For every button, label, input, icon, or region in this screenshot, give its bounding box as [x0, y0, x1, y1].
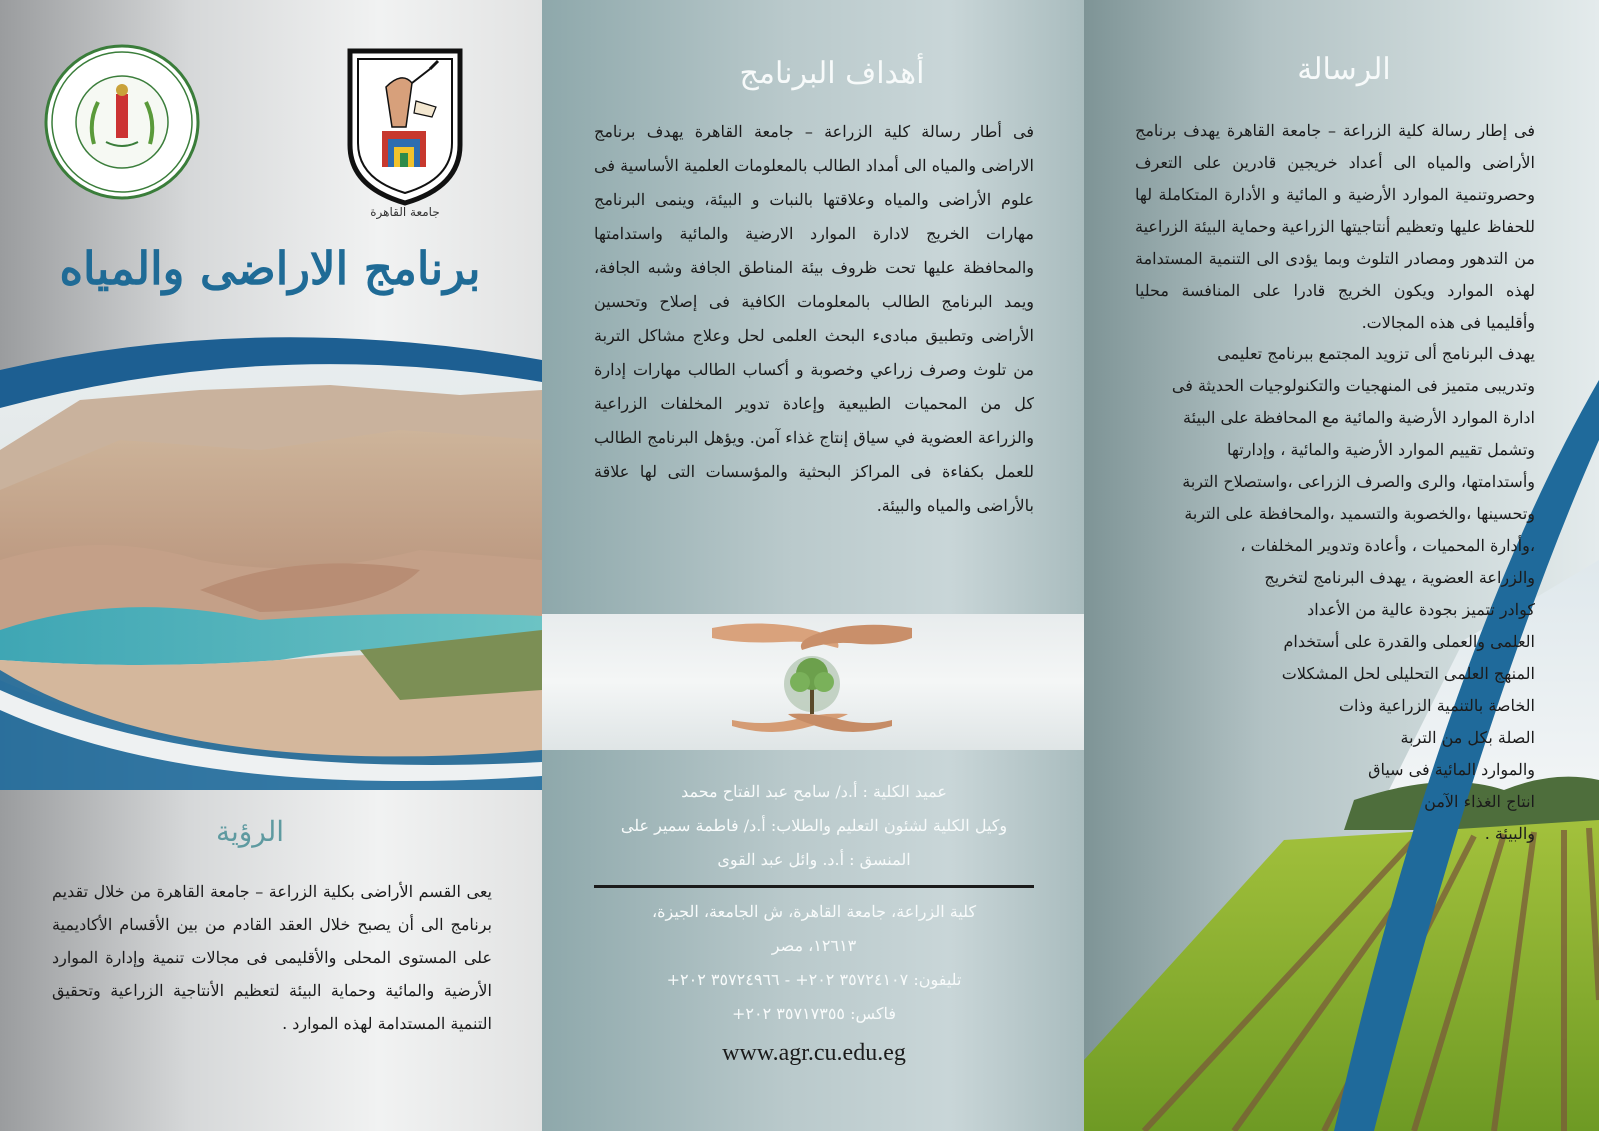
mission-line: والزراعة العضوية ، يهدف البرنامج لتخريج [1264, 568, 1535, 587]
fax-line: فاكس: ٣٥٧١٧٣٥٥ ٢٠٢+ [731, 1004, 897, 1023]
middle-panel [542, 0, 1084, 1131]
mission-goals-list [1135, 338, 1535, 850]
goals-text: فى أطار رسالة كلية الزراعة – جامعة القاهرة يهدف برنامج الاراضى والمياه الى أمداد الطالب بالمعلومات العلمية الأساسية فى علوم الأراضى والمياه وعلاقتها بالنبات و البيئة، وينمى البرنامج مهارات الخريج لادارة الموارد الارضية والمائية واستدامتها والمحافظة عليها تحت ظروف بيئة المناطق الجافة وشبه الجافة، ويمد البرنامج الطالب بالمعلومات الكافية فى إصلاح وتحسين الأراضى وتطبيق مبادىء البحث العلمى لحل وعلاج مشاكل التربة من تلوث وصرف زراعي وخصوبة و أكساب الطالب مهارات إدارة كل من المحميات الطبيعية وإعادة تدوير المخلفات الزراعية والزراعة العضوية في سياق إنتاج غذاء آمن. ويؤهل البرنامج الطالب للعمل بكفاءة فى المراكز البحثية والمؤسسات التى لها علاقة بالأراضى والمياه والبيئة. [594, 122, 1034, 515]
program-title: برنامج الاراضى والمياه [59, 242, 481, 295]
website-link[interactable]: www.agr.cu.edu.eg [722, 1040, 906, 1066]
mission-line: الخاصة بالتنمية الزراعية وذات [1338, 696, 1535, 715]
mission-line: والبيئة . [1484, 824, 1535, 843]
mission-line: العلمى والعملى والقدرة على أستخدام [1283, 632, 1535, 651]
address-line-2: ١٢٦١٣، مصر [771, 936, 857, 955]
vision-heading: الرؤية [215, 815, 285, 848]
coordinator-line: المنسق : أ.د. وائل عبد القوى [717, 850, 911, 869]
hands-tree-icon [692, 614, 932, 750]
mission-text: فى إطار رسالة كلية الزراعة – جامعة القاهرة يهدف برنامج الأراضى والمياه الى أعداد خريجين قادرين على التعرف وحصروتنمية الموارد الأرضية و المائية و الأدارة المتكاملة لها للحفاظ عليها وتعظيم أنتاجيتها الزراعية وحماية البيئة الزراعية من التدهور ومصادر التلوث وبما يؤدى الى التنمية المستدامة لهذه الموارد ويكون الخريج قادرا على المنافسة محليا وأقليميا فى هذه المجالات. [1135, 121, 1536, 332]
faculty-accreditation-seal [44, 44, 200, 200]
mission-line: وتدريبى متميز فى المنهجيات والتكنولوجيات الحديثة فى [1171, 376, 1535, 395]
mission-heading: الرسالة [1297, 52, 1391, 87]
right-panel [1084, 0, 1599, 1131]
mission-line: وأستدامتها، والرى والصرف الزراعى ،واستصلاح التربة [1182, 472, 1535, 491]
mission-line: والموارد المائية فى سياق [1368, 760, 1535, 779]
mission-line: انتاج الغذاء الآمن [1424, 792, 1535, 811]
address-line-1: كلية الزراعة، جامعة القاهرة، ش الجامعة، الجيزة، [651, 902, 977, 921]
dean-line: عميد الكلية : أ.د/ سامح عبد الفتاح محمد [681, 782, 947, 801]
phone-line: تليفون: ٣٥٧٢٤١٠٧ ٢٠٢+ - ٣٥٧٢٤٩٦٦ ٢٠٢+ [666, 970, 962, 989]
mission-line: وتشمل تقييم الموارد الأرضية والمائية ، وإدارتها [1227, 440, 1535, 459]
mission-line: يهدف البرنامج ألى تزويد المجتمع ببرنامج تعليمى [1217, 344, 1535, 363]
mission-line: المنهج العلمى التحليلى لحل المشكلات [1281, 664, 1535, 683]
mission-line: ،وأدارة المحميات ، وأعادة وتدوير المخلفات ، [1240, 536, 1535, 555]
mission-line: ادارة الموارد الأرضية والمائية مع المحافظة على البيئة [1183, 408, 1535, 427]
cairo-university-logo [346, 42, 464, 212]
mission-line: كوادر تتميز بجودة عالية من الأعداد [1307, 600, 1535, 619]
contact-block [594, 895, 1034, 1031]
goals-heading: أهداف البرنامج [739, 56, 925, 91]
landscape-lake-image [0, 330, 542, 790]
cairo-university-label: جامعة القاهرة [370, 205, 440, 219]
faculty-staff-block [594, 775, 1034, 877]
mission-line: وتحسينها ،والخصوبة والتسميد ،والمحافظة على التربة [1184, 504, 1535, 523]
mission-line: الصلة بكل من التربة [1400, 728, 1535, 747]
vice-dean-line: وكيل الكلية لشئون التعليم والطلاب: أ.د/ فاطمة سمير على [620, 816, 1008, 835]
left-panel [0, 0, 542, 1131]
divider [594, 885, 1034, 888]
vision-text: يعى القسم الأراضى بكلية الزراعة – جامعة القاهرة من خلال تقديم برنامج الى أن يصبح خلال العقد القادم من بين الأقسام الأكاديمية على المستوى المحلى والأقليمى فى مجالات تنمية وإدارة الموارد الأرضية والمائية وحماية البيئة لتعظيم الأنتاجية الزراعية وتحقيق التنمية المستدامة لهذه الموارد . [52, 882, 492, 1033]
hands-tree-band [542, 614, 1084, 750]
